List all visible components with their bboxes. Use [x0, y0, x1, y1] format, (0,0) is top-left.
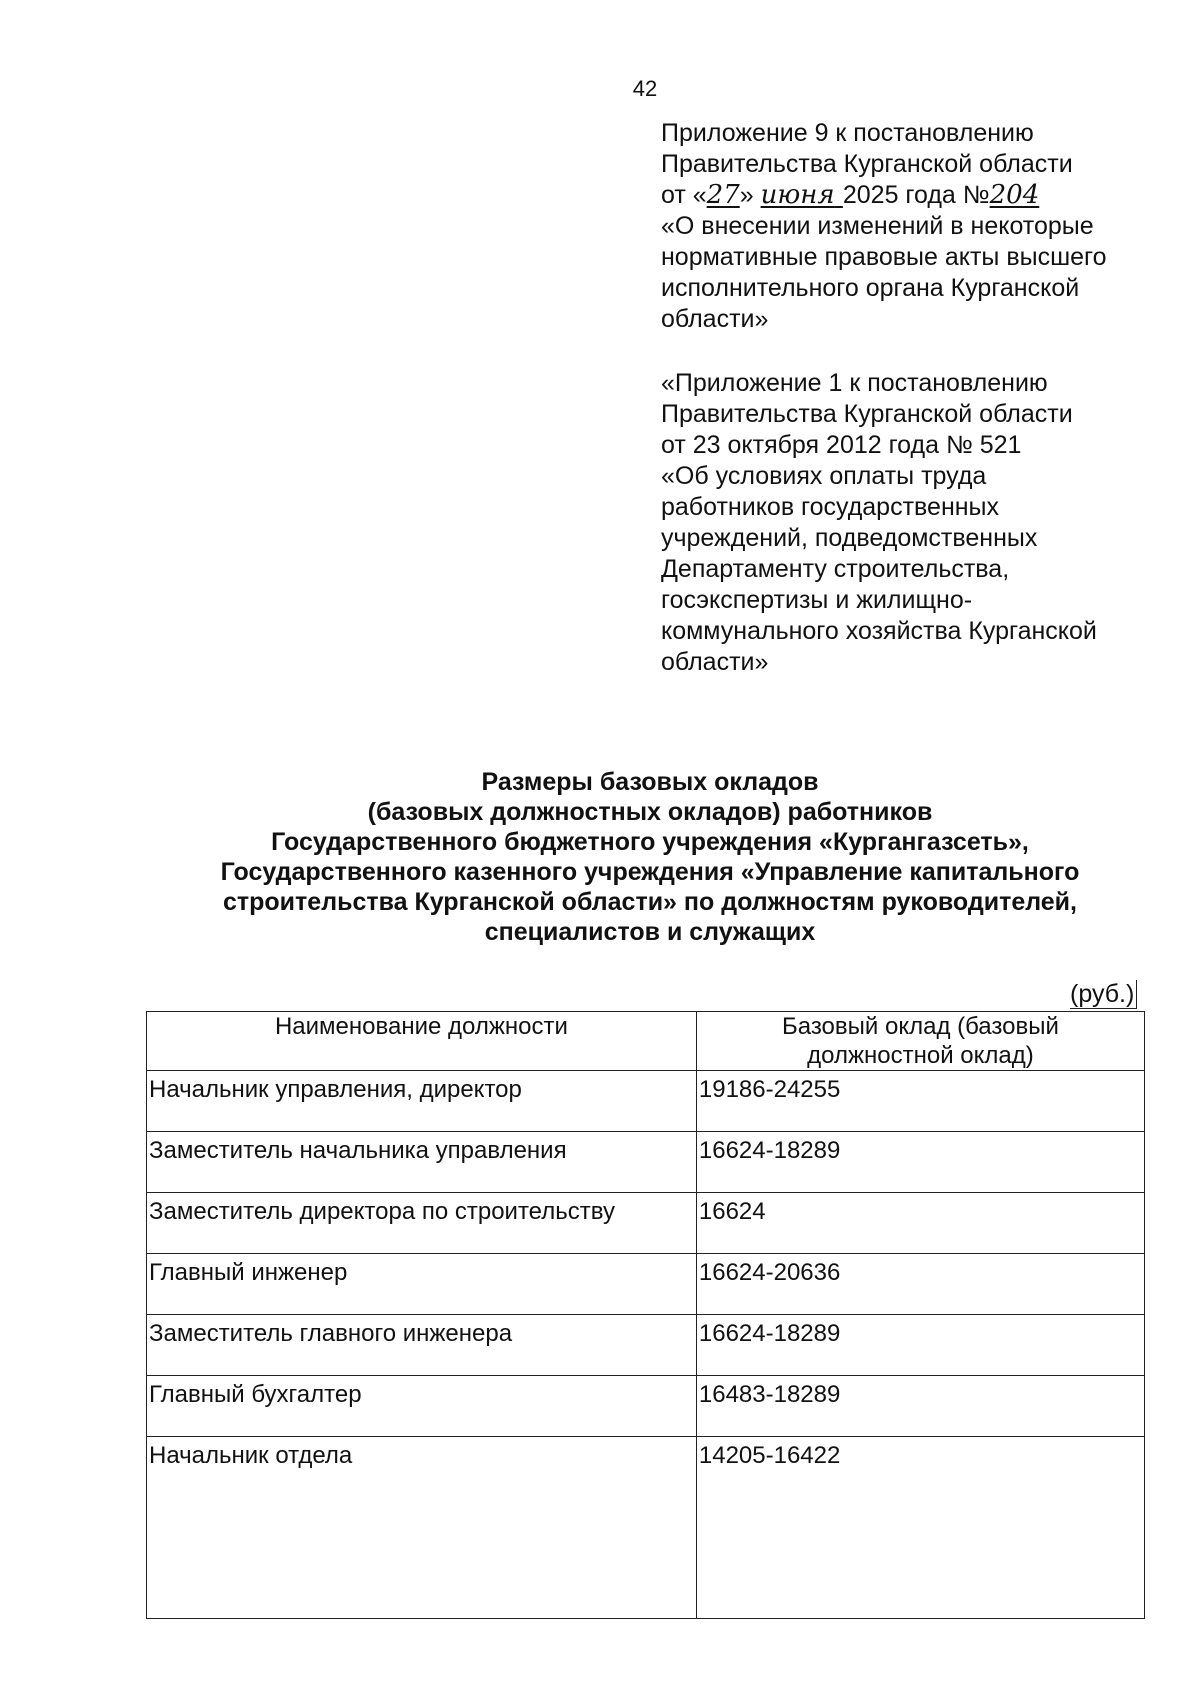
unit-label: (руб.) — [1070, 980, 1137, 1009]
position-cell — [147, 1376, 697, 1437]
attachment-1-line: «Приложение 1 к постановлению — [661, 369, 1048, 397]
salary-value: 16624 — [698, 1198, 766, 1225]
position-cell — [147, 1193, 697, 1254]
attachment-9-line: Правительства Курганской области — [661, 150, 1073, 178]
attachment-1-line: Правительства Курганской области — [661, 400, 1073, 428]
salary-value: 19186-24255 — [698, 1076, 841, 1103]
title-line: строительства Курганской области» по должностям руководителей, — [222, 888, 1078, 916]
table-row — [147, 1132, 1145, 1193]
position-cell — [147, 1132, 697, 1193]
salary-table — [146, 1011, 1145, 1619]
salary-cell — [696, 1437, 1144, 1619]
table-row — [147, 1254, 1145, 1315]
attachment-1-line: работников государственных — [661, 493, 1000, 521]
attachment-1-line: Департаменту строительства, — [661, 555, 1010, 583]
salary-cell — [696, 1376, 1144, 1437]
header-salary — [696, 1012, 1144, 1071]
attachment-9-line: нормативные правовые акты высшего — [661, 243, 1107, 271]
attachment-9-block — [661, 118, 1181, 335]
salary-value: 16624-18289 — [698, 1320, 841, 1347]
table-row — [147, 1437, 1145, 1619]
salary-value: 16624-18289 — [698, 1137, 841, 1164]
position-name: Заместитель директора по строительству — [149, 1198, 615, 1225]
date-mid: » — [739, 181, 754, 209]
table-header-row — [147, 1012, 1145, 1071]
date-year: 2025 года № — [842, 181, 990, 209]
header-salary-label: должностной оклад) — [807, 1042, 1034, 1069]
position-name: Заместитель главного инженера — [149, 1320, 513, 1347]
position-name: Главный бухгалтер — [149, 1381, 362, 1408]
title-line: специалистов и служащих — [484, 918, 816, 946]
position-name: Начальник отдела — [149, 1442, 353, 1469]
salary-value: 16624-20636 — [698, 1259, 841, 1286]
position-cell — [147, 1254, 697, 1315]
attachment-1-line: от 23 октября 2012 года № 521 — [661, 431, 1022, 459]
position-cell — [147, 1071, 697, 1132]
attachment-9-date-line — [661, 180, 1181, 211]
salary-cell — [696, 1254, 1144, 1315]
header-position-label: Наименование должности — [274, 1013, 568, 1040]
attachment-9-line: области» — [661, 305, 769, 333]
position-cell — [147, 1315, 697, 1376]
salary-value: 16483-18289 — [698, 1381, 841, 1408]
attachment-1-line: госэкспертизы и жилищно- — [661, 586, 973, 614]
title-line: Государственного бюджетного учреждения «Кургангазсеть», — [271, 828, 1029, 856]
attachment-1-block — [661, 368, 1181, 678]
title-line: Размеры базовых окладов — [481, 768, 819, 796]
salary-cell — [696, 1071, 1144, 1132]
table-row — [147, 1315, 1145, 1376]
date-day-handwritten: 27 — [706, 180, 740, 210]
table-row — [147, 1193, 1145, 1254]
position-name: Начальник управления, директор — [149, 1076, 522, 1103]
date-number-handwritten: 204 — [989, 180, 1040, 210]
title-line: Государственного казенного учреждения «Управление капитального — [220, 858, 1080, 886]
date-prefix: от « — [661, 181, 707, 209]
attachment-1-line: коммунального хозяйства Курганской — [661, 617, 1097, 645]
table-row — [147, 1071, 1145, 1132]
table-row — [147, 1376, 1145, 1437]
page-number: 42 — [632, 76, 658, 101]
salary-cell — [696, 1132, 1144, 1193]
header-salary-label: Базовый оклад (базовый — [781, 1013, 1059, 1040]
title-line: (базовых должностных окладов) работников — [367, 798, 933, 826]
position-name: Заместитель начальника управления — [149, 1137, 567, 1164]
document-title — [150, 767, 1150, 947]
attachment-9-line: Приложение 9 к постановлению — [661, 119, 1034, 147]
attachment-9-line: исполнительного органа Курганской — [661, 274, 1080, 302]
attachment-1-line: «Об условиях оплаты труда — [661, 462, 987, 490]
salary-cell — [696, 1315, 1144, 1376]
date-month-handwritten: июня — [760, 180, 835, 210]
position-name: Главный инженер — [149, 1259, 348, 1286]
attachment-9-line: «О внесении изменений в некоторые — [661, 212, 1094, 240]
salary-value: 14205-16422 — [698, 1442, 841, 1469]
header-position — [147, 1012, 697, 1071]
attachment-1-line: учреждений, подведомственных — [661, 524, 1038, 552]
attachment-1-line: области» — [661, 648, 769, 676]
salary-cell — [696, 1193, 1144, 1254]
position-cell — [147, 1437, 697, 1619]
